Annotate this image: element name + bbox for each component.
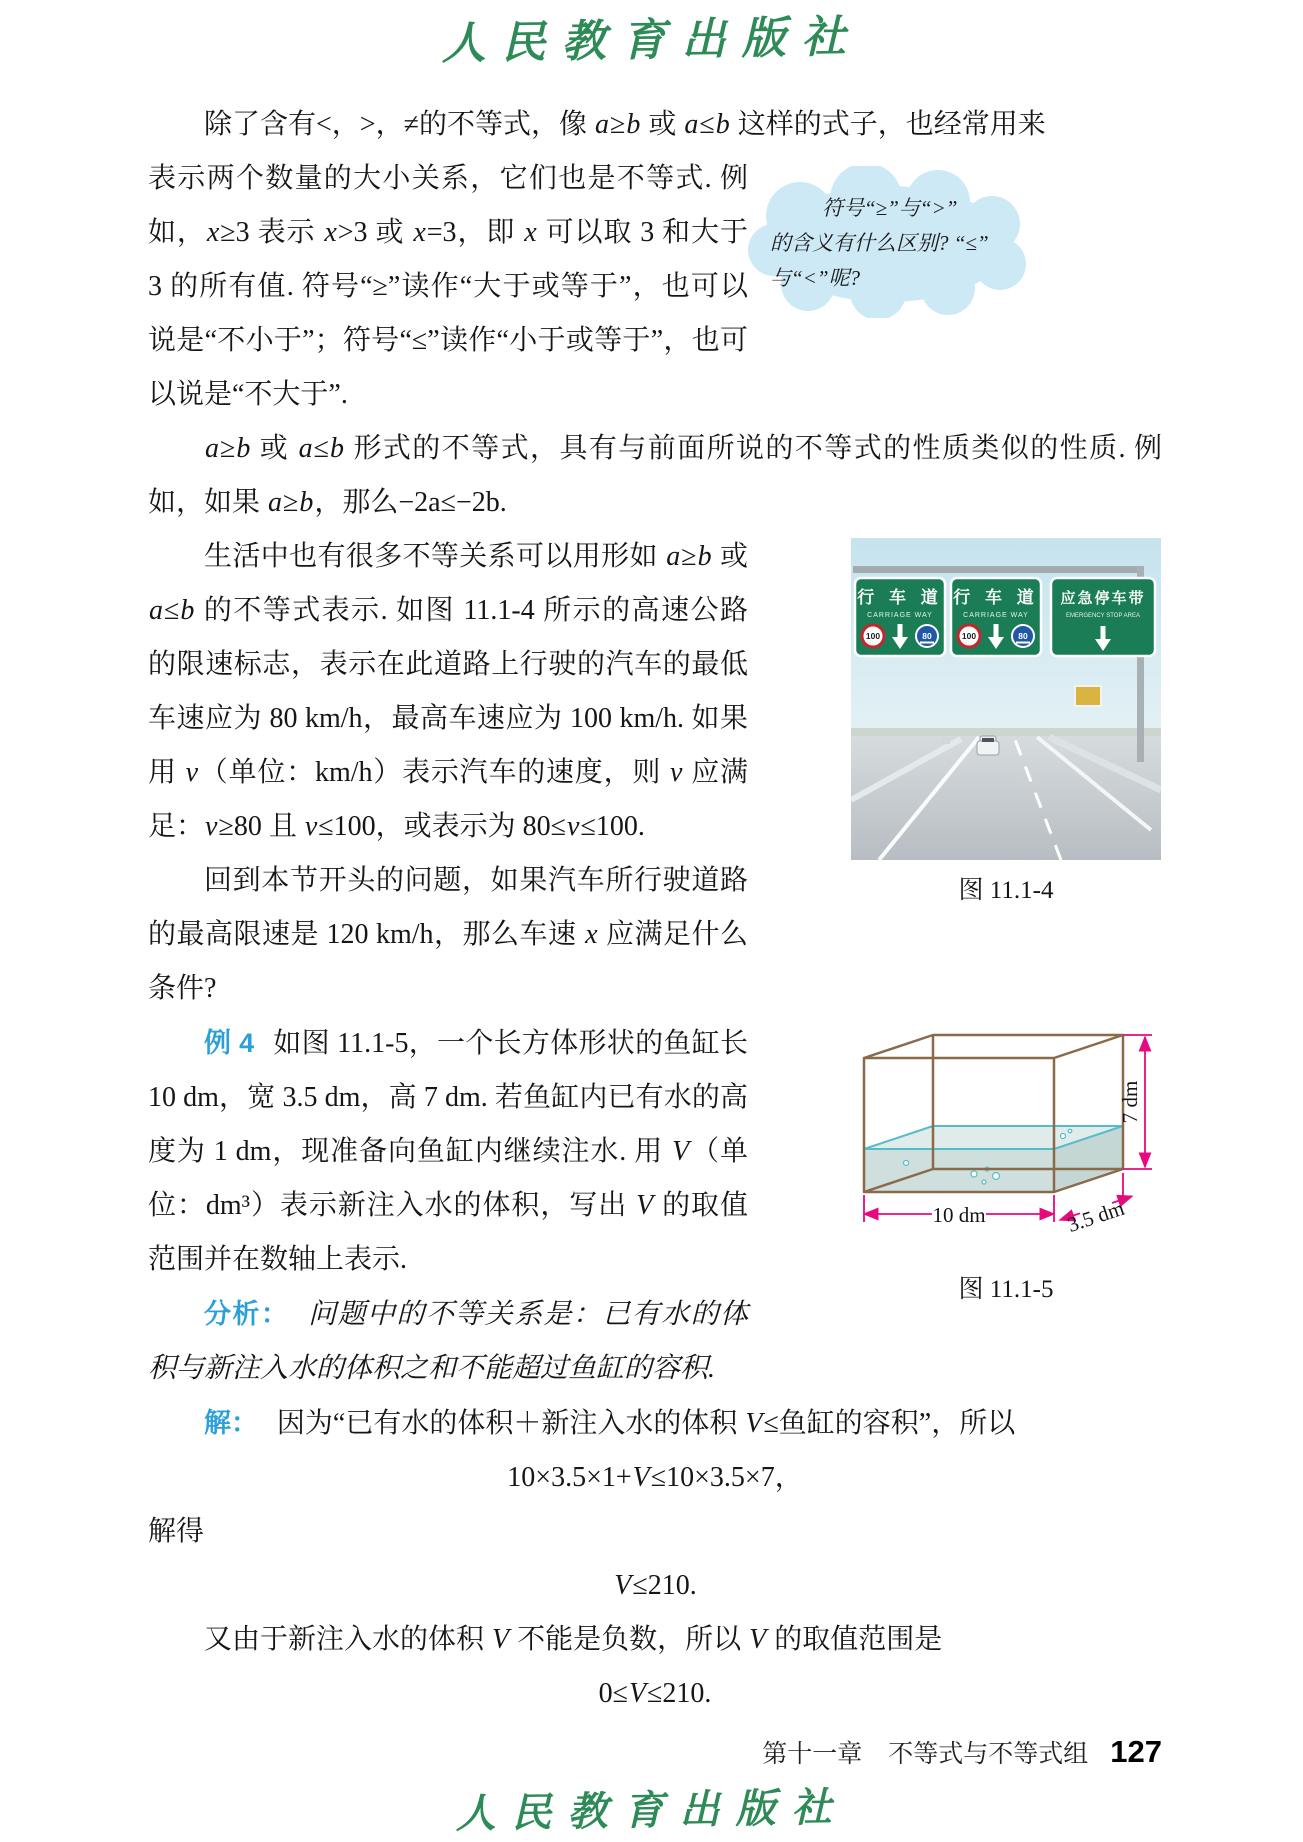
publisher-logo-top: 人民教育出版社 xyxy=(441,12,862,69)
highway-text-column xyxy=(148,530,748,1016)
solution-conclusion: 又由于新注入水的体积 V 不能是负数，所以 V 的取值范围是 xyxy=(204,1624,943,1655)
solution-label: 解： xyxy=(204,1408,258,1438)
dim-height-label: 7 dm xyxy=(1118,1080,1142,1124)
analysis-paragraph xyxy=(148,1287,748,1396)
analysis-label: 分析： xyxy=(204,1299,290,1329)
footer-section: 不等式与不等式组 xyxy=(888,1741,1089,1768)
bubble-line: 与“<”呢? xyxy=(770,266,861,290)
sign-label-cn: 行 车 道 xyxy=(857,588,943,607)
paragraph-highway: 生活中也有很多不等关系可以用形如 a≥b 或 a≤b 的不等式表示. 如图 11.1-4 所示的高速公路的限速标志，表示在此道路上行驶的汽车的最低车速应为 80 km/h，最高车速应为 100 km/h. 如果用 v（单位：km/h）表示汽车的速度，则 v 应满足：v≥80 且 v≤100，或表示为 80≤v≤100. xyxy=(148,541,748,842)
sign-label-cn: 应急停车带 xyxy=(1060,590,1146,607)
solve-word: 解得 xyxy=(148,1516,205,1547)
example4-paragraph xyxy=(148,1016,748,1287)
publisher-logo-bottom: 人民教育出版社 xyxy=(455,1784,848,1837)
min-speed-value: 80 xyxy=(1018,631,1028,641)
thought-bubble xyxy=(748,166,1028,318)
page-footer xyxy=(762,1732,1162,1775)
min-speed-value: 80 xyxy=(922,631,932,641)
formula-range: 0≤V≤210. xyxy=(598,1678,712,1709)
max-speed-value: 100 xyxy=(865,631,881,641)
dim-length-label: 10 dm xyxy=(932,1203,986,1227)
sign-label-cn: 行 车 道 xyxy=(953,588,1039,607)
paragraph-properties: a≥b 或 a≤b 形式的不等式，具有与前面所说的不等式的性质类似的性质. 例如，如果 a≥b，那么−2a≤−2b. xyxy=(148,433,1162,518)
dim-width-label: 3.5 dm xyxy=(1064,1195,1128,1237)
sign-label-en: CARRIAGE WAY xyxy=(963,612,1029,619)
figure-caption-photo: 图 11.1-4 xyxy=(958,877,1054,904)
example-text-column xyxy=(148,1016,748,1396)
treeline xyxy=(851,728,1161,737)
car xyxy=(977,736,999,755)
yellow-roadside-sign xyxy=(1075,686,1101,706)
speed-sign-1 xyxy=(855,578,945,656)
example-row xyxy=(148,1016,1162,1396)
page-number: 127 xyxy=(1110,1734,1162,1769)
sign-gantry-beam xyxy=(853,566,1143,573)
analysis-text: 问题中的不等关系是：已有水的体积与新注入水的体积之和不能超过鱼缸的容积. xyxy=(148,1299,749,1384)
bubble-line: 的含义有什么区别? “≤” xyxy=(770,231,989,255)
highway-photo xyxy=(851,538,1161,860)
emergency-stop-sign xyxy=(1051,578,1155,656)
highway-figure-column xyxy=(850,530,1162,906)
tank-figure-column xyxy=(850,1016,1162,1305)
formula-result: V≤210. xyxy=(614,1570,697,1601)
solution-paragraph xyxy=(148,1396,1162,1451)
solution-text: 因为“已有水的体积＋新注入水的体积 V≤鱼缸的容积”，所以 xyxy=(276,1408,1016,1439)
formula-inequality: 10×3.5×1+V≤10×3.5×7， xyxy=(507,1462,803,1493)
speed-sign-2 xyxy=(951,578,1041,656)
example4-text: 如图 11.1-5，一个长方体形状的鱼缸长 10 dm，宽 3.5 dm，高 7 dm. 若鱼缸内已有水的高度为 1 dm，现准备向鱼缸内继续注水. 用 V（单位：dm³）表示新注入水的体积，写出 V 的取值范围并在数轴上表示. xyxy=(148,1028,748,1275)
distant-car xyxy=(941,738,950,744)
highway-row xyxy=(148,530,1162,1016)
paragraph-intro-rest: 表示两个数量的大小关系，它们也是不等式. 例如，x≥3 表示 x>3 或 x=3，即 x 可以取 3 和大于 3 的所有值. 符号“≥”读作“大于或等于”，也可以说是“不小于”；符号“≤”读作“小于或等于”，也可以说是“不大于”. xyxy=(148,163,748,410)
fish-tank-diagram xyxy=(856,1024,1156,1259)
sign-label-en: EMERGENCY STOP AREA xyxy=(1065,613,1141,619)
sign-label-en: CARRIAGE WAY xyxy=(867,612,933,619)
bubble-text xyxy=(748,166,1028,296)
paragraph-intro-line1: 除了含有<，>，≠的不等式，像 a≥b 或 a≤b 这样的式子，也经常用来 xyxy=(204,109,1046,140)
max-speed-value: 100 xyxy=(961,631,977,641)
example4-label: 例 4 xyxy=(204,1028,255,1058)
intro-row xyxy=(148,152,1162,422)
figure-caption-tank: 图 11.1-5 xyxy=(958,1276,1054,1303)
page-content xyxy=(148,98,1162,1721)
paragraph-question: 回到本节开头的问题，如果汽车所行驶道路的最高限速是 120 km/h，那么车速 x 应满足什么条件? xyxy=(148,865,748,1004)
footer-chapter: 第十一章 xyxy=(762,1741,863,1768)
bubble-line: 符号“≥”与“>” xyxy=(822,196,958,220)
